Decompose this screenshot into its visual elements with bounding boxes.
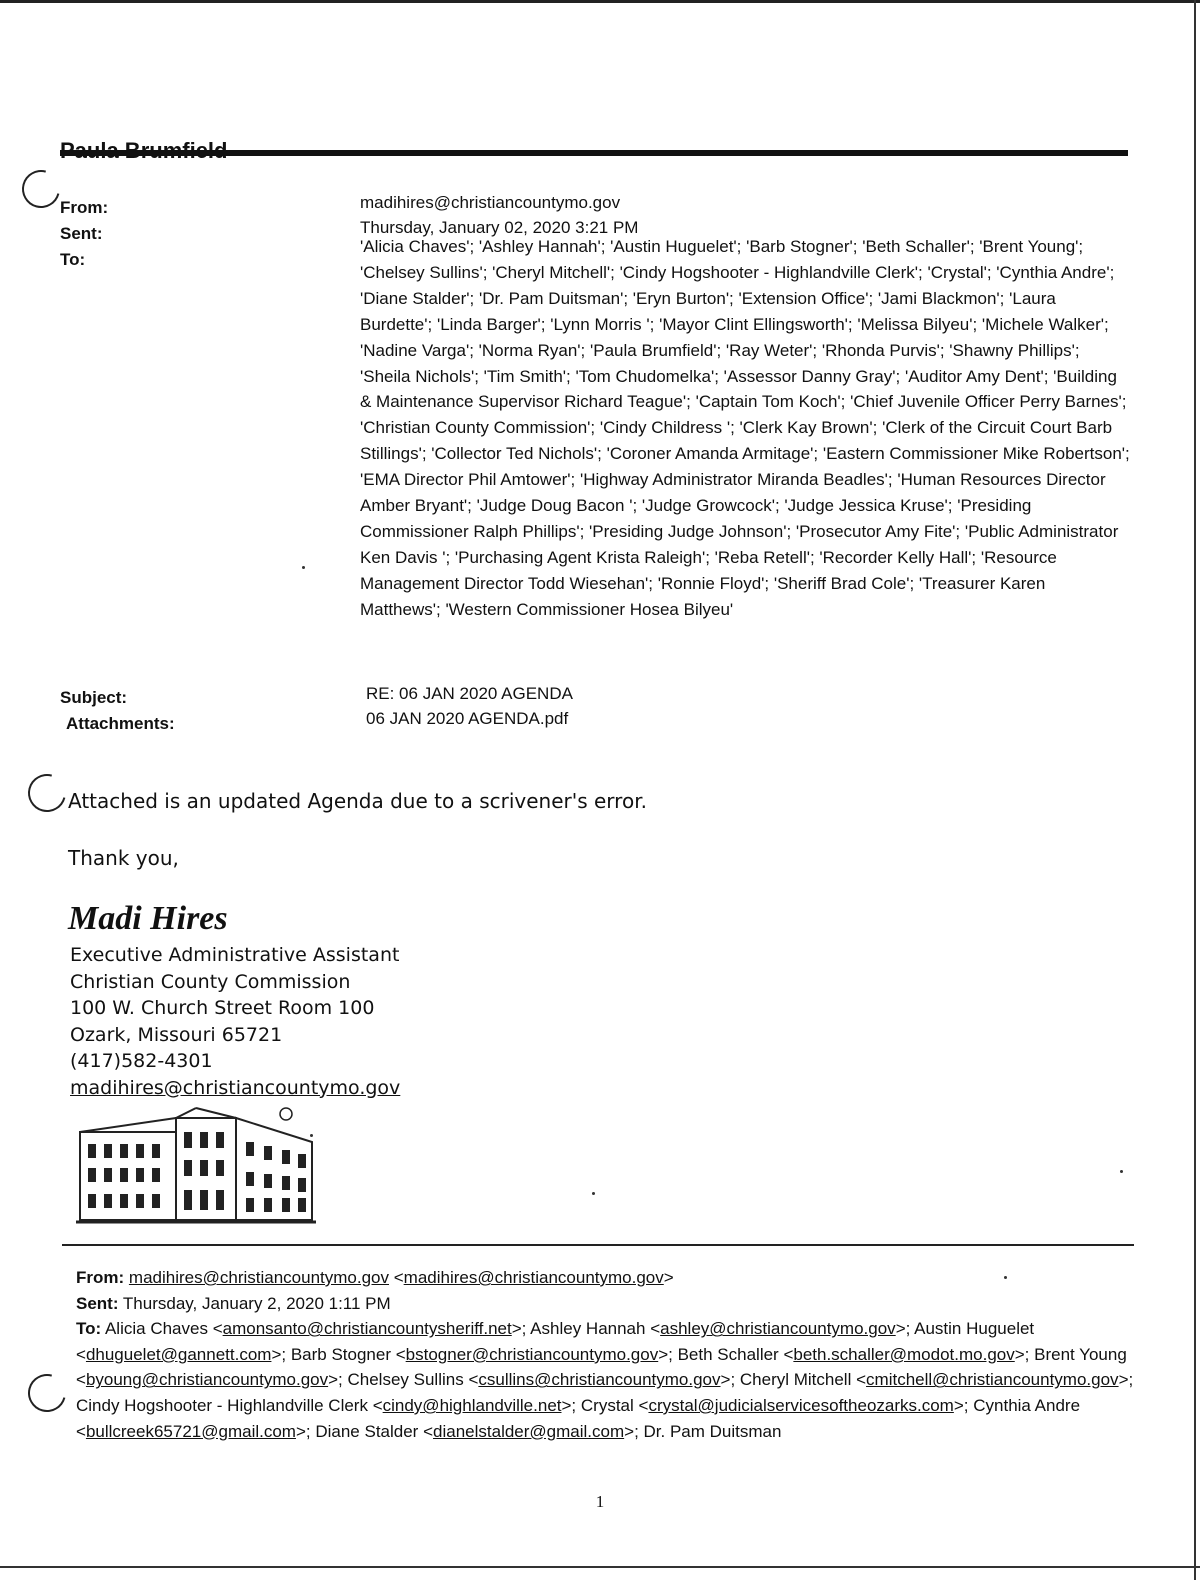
punch-hole-icon <box>21 767 73 819</box>
forwarded-sent-line <box>76 1291 1136 1317</box>
attachment-file-link[interactable]: 06 JAN 2020 AGENDA.pdf <box>366 709 569 728</box>
forwarded-recipient-name: Cindy Hogshooter - Highlandville Clerk <box>76 1395 368 1415</box>
forwarded-recipient-email-link[interactable]: cindy@highlandville.net <box>382 1395 562 1415</box>
forwarded-recipient: Crystal <crystal@judicialservicesoftheozarks.com>; <box>580 1395 974 1415</box>
forwarded-recipient: Ashley Hannah <ashley@christiancountymo.gov>; <box>530 1319 915 1339</box>
forwarded-recipient-list <box>76 1319 1133 1440</box>
forwarded-recipient: Cindy Hogshooter - Highlandville Clerk <cindy@highlandville.net>; <box>76 1395 581 1415</box>
forwarded-recipient: Barb Stogner <bstogner@christiancountymo.gov>; <box>290 1344 678 1364</box>
forwarded-recipient-name: Cynthia Andre <box>973 1395 1081 1415</box>
forwarded-recipient-name: Ashley Hannah <box>530 1319 646 1339</box>
signature-name: Madi Hires <box>68 900 228 937</box>
forwarded-to-label: To: <box>76 1319 102 1339</box>
scan-speck <box>310 1134 313 1137</box>
scan-speck <box>302 566 305 569</box>
forwarded-sent-value: Thursday, January 2, 2020 1:11 PM <box>122 1293 391 1313</box>
forwarded-recipient: Diane Stalder <dianelstalder@gmail.com>; <box>315 1421 644 1441</box>
scan-edge-top <box>0 0 1200 3</box>
signature-phone: (417)582-4301 <box>70 1050 213 1072</box>
scan-speck <box>1120 1170 1123 1173</box>
sent-value: Thursday, January 02, 2020 3:21 PM <box>360 218 639 237</box>
forwarded-recipient-email-link[interactable]: dianelstalder@gmail.com <box>433 1421 625 1441</box>
forwarded-trailing-recipient: Dr. Pam Duitsman <box>643 1421 782 1441</box>
forwarded-from-line: From: madihires@christiancountymo.gov <madihires@christiancountymo.gov> <box>76 1268 674 1287</box>
forwarded-recipient-name: Crystal <box>580 1395 634 1415</box>
forwarded-from-bracket-link[interactable]: madihires@christiancountymo.gov <box>403 1268 664 1287</box>
forwarded-recipient: Austin Huguelet <dhuguelet@gannett.com>; <box>76 1319 1035 1364</box>
message-body: Attached is an updated Agenda due to a scrivener's error. <box>68 789 647 813</box>
forwarded-recipient: Alicia Chaves <amonsanto@christiancountysheriff.net>; <box>104 1319 531 1339</box>
sent-label: Sent: <box>60 224 103 243</box>
forwarded-recipient-email-link[interactable]: amonsanto@christiancountysheriff.net <box>222 1319 512 1339</box>
courthouse-logo-icon <box>76 1102 320 1228</box>
forwarded-from-link[interactable]: madihires@christiancountymo.gov <box>128 1268 389 1287</box>
forwarded-recipient-name: Brent Young <box>1034 1344 1127 1364</box>
forwarded-recipient: Beth Schaller <beth.schaller@modot.mo.gov>; <box>677 1344 1035 1364</box>
forwarded-recipient-name: Cheryl Mitchell <box>739 1370 852 1390</box>
subject-label: Subject: <box>60 688 128 707</box>
signature-address-line-1: 100 W. Church Street Room 100 <box>70 997 375 1019</box>
forwarded-recipient-name: Barb Stogner <box>290 1344 391 1364</box>
forwarded-recipient-name: Austin Huguelet <box>914 1319 1035 1339</box>
header-rule <box>60 150 1128 156</box>
forwarded-recipient-email-link[interactable]: dhuguelet@gannett.com <box>85 1344 272 1364</box>
from-label: From: <box>60 198 109 217</box>
forwarded-recipient-email-link[interactable]: crystal@judicialservicesoftheozarks.com <box>648 1395 954 1415</box>
forwarded-recipient-name: Beth Schaller <box>677 1344 779 1364</box>
scan-edge-bottom <box>0 1566 1200 1568</box>
from-value: madihires@christiancountymo.gov <box>360 193 621 212</box>
scan-speck <box>1004 1276 1007 1279</box>
forwarded-recipient-name: Chelsey Sullins <box>347 1370 464 1390</box>
forwarded-header <box>76 1265 1136 1444</box>
forward-divider <box>62 1244 1134 1246</box>
attachments-label: Attachments: <box>66 714 175 733</box>
forwarded-recipient: Brent Young <byoung@christiancountymo.gov>; <box>76 1344 1127 1390</box>
forwarded-recipient: Cheryl Mitchell <cmitchell@christiancountymo.gov>; <box>739 1370 1134 1390</box>
forwarded-recipient-name: Alicia Chaves <box>104 1319 208 1339</box>
forwarded-recipient-email-link[interactable]: cmitchell@christiancountymo.gov <box>866 1370 1119 1390</box>
forwarded-recipient: Chelsey Sullins <csullins@christiancountymo.gov>; <box>347 1370 740 1390</box>
forwarded-to-line <box>76 1316 1136 1444</box>
forwarded-recipient-email-link[interactable]: beth.schaller@modot.mo.gov <box>793 1344 1015 1364</box>
forwarded-recipient-email-link[interactable]: bstogner@christiancountymo.gov <box>405 1344 659 1364</box>
scan-edge-right <box>1194 0 1196 1580</box>
forwarded-recipient-name: Diane Stalder <box>315 1421 419 1441</box>
forwarded-recipient-email-link[interactable]: csullins@christiancountymo.gov <box>478 1370 721 1390</box>
page-number: 1 <box>595 1492 605 1511</box>
to-recipients: 'Alicia Chaves'; 'Ashley Hannah'; 'Austin Huguelet'; 'Barb Stogner'; 'Beth Schaller'; 'Brent Young'; 'Chelsey Sullins'; 'Cheryl Mitchell'; 'Cindy Hogshooter - Highlandville Clerk'; 'Crystal'; 'Cynthia Andre'; 'Diane Stalder'; 'Dr. Pam Duitsman'; 'Eryn Burton'; 'Extension Office'; 'Jami Blackmon'; 'Laura Burdette'; 'Linda Barger'; 'Lynn Morris '; 'Mayor Clint Ellingsworth'; 'Melissa Bilyeu'; 'Michele Walker'; 'Nadine Varga'; 'Norma Ryan'; 'Paula Brumfield'; 'Ray Weter'; 'Rhonda Purvis'; 'Shawny Phillips'; 'Sheila Nichols'; 'Tim Smith'; 'Tom Chudomelka'; 'Assessor Danny Gray'; 'Auditor Amy Dent'; 'Building & Maintenance Supervisor Richard Teague'; 'Captain Tom Koch'; 'Chief Juvenile Officer Perry Barnes'; 'Christian County Commission'; 'Cindy Childress '; 'Clerk Kay Brown'; 'Clerk of the Circuit Court Barb Stillings'; 'Collector Ted Nichols'; 'Coroner Amanda Armitage'; 'Eastern Commissioner Mike Robertson'; 'EMA Director Phil Amtower'; 'Highway Administrator Miranda Beadles'; 'Human Resources Director Amber Bryant'; 'Judge Doug Bacon '; 'Judge Growcock'; 'Judge Jessica Kruse'; 'Presiding Commissioner Ralph Phillips'; 'Presiding Judge Johnson'; 'Prosecutor Amy Fite'; 'Public Administrator Ken Davis '; 'Purchasing Agent Krista Raleigh'; 'Reba Retell'; 'Recorder Kelly Hall'; 'Resource Management Director Todd Wiesehan'; 'Ronnie Floyd'; 'Sheriff Brad Cole'; 'Treasurer Karen Matthews'; 'Western Commissioner Hosea Bilyeu' <box>360 237 1130 619</box>
forwarded-recipient: Cynthia Andre <bullcreek65721@gmail.com>; <box>76 1395 1081 1441</box>
to-label: To: <box>60 250 86 269</box>
forwarded-sent-label: Sent: <box>76 1293 119 1313</box>
subject-value: RE: 06 JAN 2020 AGENDA <box>366 684 573 703</box>
signature-organization: Christian County Commission <box>70 970 351 993</box>
forwarded-recipient-email-link[interactable]: byoung@christiancountymo.gov <box>85 1370 329 1390</box>
forwarded-recipient-email-link[interactable]: bullcreek65721@gmail.com <box>85 1421 296 1441</box>
signature-block <box>70 942 400 1101</box>
forwarded-recipient-email-link[interactable]: ashley@christiancountymo.gov <box>660 1319 896 1339</box>
scan-speck <box>592 1192 595 1195</box>
signature-title: Executive Administrative Assistant <box>70 944 400 966</box>
punch-hole-icon <box>21 1367 73 1419</box>
signature-email-link[interactable]: madihires@christiancountymo.gov <box>70 1076 401 1099</box>
forwarded-from-label: From: <box>76 1268 125 1287</box>
signature-address-line-2: Ozark, Missouri 65721 <box>70 1023 283 1046</box>
closing-text: Thank you, <box>68 846 179 870</box>
